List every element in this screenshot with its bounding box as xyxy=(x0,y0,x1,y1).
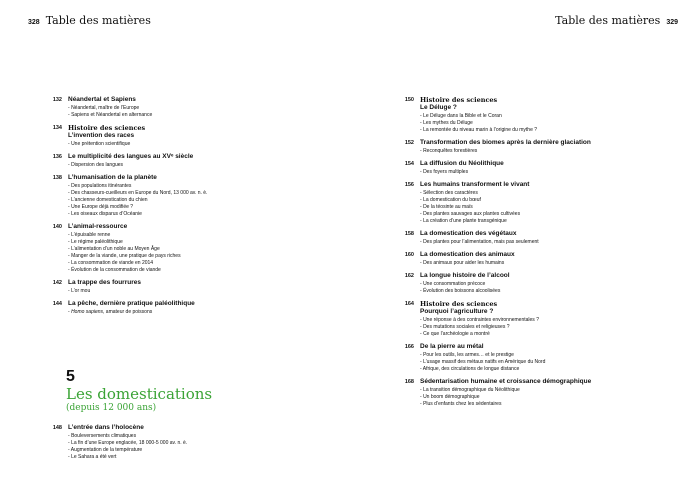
toc-subitem: - Ce que l’archéologie a montré xyxy=(420,331,680,338)
toc-entry xyxy=(390,378,680,408)
toc-page-number: 160 xyxy=(404,252,414,258)
toc-left-column-chapter xyxy=(38,424,308,466)
toc-subitem: - L’ancienne domestication du chien xyxy=(68,197,308,204)
toc-entry xyxy=(38,424,308,461)
toc-entry-title: La diffusion du Néolithique xyxy=(420,160,504,167)
toc-subitem: - Une prétention scientifique xyxy=(68,141,308,148)
toc-subitem: - L’épuisable renne xyxy=(68,232,308,239)
toc-entry-title: Les humains transforment le vivant xyxy=(420,181,530,188)
toc-page-number: 150 xyxy=(404,97,414,103)
toc-entry-title: Transformation des biomes après la dernière glaciation xyxy=(420,139,591,146)
toc-subitem: - Bouleversements climatiques xyxy=(68,433,308,440)
toc-subitem-text: , amateur de poissons xyxy=(103,309,153,315)
chapter-number: 5 xyxy=(66,368,75,385)
toc-page-number: 140 xyxy=(52,224,62,230)
toc-entry xyxy=(390,139,680,155)
toc-page-number: 168 xyxy=(404,379,414,385)
toc-subitem: - Une Europe déjà modifiée ? xyxy=(68,204,308,211)
toc-entry-title: Néandertal et Sapiens xyxy=(68,96,136,103)
toc-entry xyxy=(390,96,680,134)
toc-subitem: - Des mutations sociales et religieuses ? xyxy=(420,324,680,331)
toc-entry xyxy=(390,230,680,246)
toc-subitem: - La remontée du niveau marin à l’origine du mythe ? xyxy=(420,127,680,134)
toc-entry-subtitle: Le Déluge ? xyxy=(420,104,457,111)
toc-page-number: 136 xyxy=(52,154,62,160)
toc-subitem: - Évolution de la consommation de viande xyxy=(68,267,308,274)
toc-subitem: - Les mythes du Déluge xyxy=(420,120,680,127)
toc-entry-title: La longue histoire de l’alcool xyxy=(420,272,510,279)
toc-entry-title: Sédentarisation humaine et croissance démographique xyxy=(420,378,592,385)
running-title: Table des matières xyxy=(45,14,151,27)
toc-subitem: - Sélection des caractères xyxy=(420,190,680,197)
toc-left-column xyxy=(38,96,308,321)
toc-entry xyxy=(390,300,680,338)
toc-subitem: - Des populations itinérantes xyxy=(68,183,308,190)
toc-entry-title: Histoire des sciences xyxy=(420,300,498,308)
toc-page-number: 162 xyxy=(404,273,414,279)
toc-subitem: - Un boom démographique xyxy=(420,394,680,401)
toc-page-number: 144 xyxy=(52,301,62,307)
toc-entry-subtitle: Pourquoi l’agriculture ? xyxy=(420,308,494,315)
toc-page-number: 158 xyxy=(404,231,414,237)
toc-subitem: - Des foyers multiples xyxy=(420,169,680,176)
page-number: 328 xyxy=(28,19,40,26)
toc-entry-title: Le multiplicité des langues au XVᵉ siècle xyxy=(68,153,194,160)
toc-entry xyxy=(38,279,308,295)
toc-entry xyxy=(390,343,680,373)
toc-subitem: - Plus d’enfants chez les sédentaires xyxy=(420,401,680,408)
toc-entry xyxy=(38,124,308,148)
toc-subitem: - Sapiens et Néandertal en alternance xyxy=(68,112,308,119)
toc-entry-title: L’humanisation de la planète xyxy=(68,174,157,181)
toc-subitem: - Des plantes sauvages aux plantes cultivées xyxy=(420,211,680,218)
toc-subitem: - Néandertal, maître de l’Europe xyxy=(68,105,308,112)
toc-entry-subtitle: L’invention des races xyxy=(68,132,135,139)
chapter-heading xyxy=(66,368,212,414)
toc-page-number: 138 xyxy=(52,175,62,181)
running-title: Table des matières xyxy=(555,14,661,27)
toc-entry-title: La domestication des animaux xyxy=(420,251,515,258)
toc-subitem: - Reconquêtes forestières xyxy=(420,148,680,155)
toc-entry-title: De la pierre au métal xyxy=(420,343,484,350)
toc-subitem: - Des chasseurs-cueilleurs en Europe du Nord, 13 000 av. n. è. xyxy=(68,190,308,197)
toc-subitem: - Des animaux pour aider les humains xyxy=(420,260,680,267)
toc-page-number: 156 xyxy=(404,182,414,188)
toc-entry xyxy=(390,160,680,176)
toc-entry-title: L’animal-ressource xyxy=(68,223,128,230)
toc-subitem-italic: Homo sapiens xyxy=(71,309,104,315)
toc-page-number: 132 xyxy=(52,97,62,103)
toc-right-column xyxy=(390,96,680,413)
toc-subitem: - Évolution des boissons alcoolisées xyxy=(420,288,680,295)
toc-page-number: 134 xyxy=(52,125,62,131)
toc-entry-title: La trappe des fourrures xyxy=(68,279,141,286)
toc-subitem: - La fin d’une Europe englacée, 18 000-5 000 av. n. è. xyxy=(68,440,308,447)
toc-entry-title: Histoire des sciences xyxy=(68,124,146,132)
toc-subitem: - L’alimentation d’un noble au Moyen Âge xyxy=(68,246,308,253)
toc-subitem: - La transition démographique du Néolithique xyxy=(420,387,680,394)
toc-page-number: 142 xyxy=(52,280,62,286)
toc-subitem: - Le Sahara a été vert xyxy=(68,454,308,461)
toc-subitem: - La création d’une plante transgénique xyxy=(420,218,680,225)
toc-page-number: 154 xyxy=(404,161,414,167)
toc-subitem: - L’usage massif des métaux natifs en Amérique du Nord xyxy=(420,359,680,366)
toc-page-number: 152 xyxy=(404,140,414,146)
toc-subitem: - Le régime paléolithique xyxy=(68,239,308,246)
toc-entry xyxy=(390,181,680,225)
toc-subitem: - Manger de la viande, une pratique de pays riches xyxy=(68,253,308,260)
toc-subitem: - Une consommation précoce xyxy=(420,281,680,288)
toc-entry-title: Histoire des sciences xyxy=(420,96,498,104)
toc-subitem: - Pour les outils, les armes… et le prestige xyxy=(420,352,680,359)
toc-subitem: - Les oiseaux disparus d’Océanie xyxy=(68,211,308,218)
toc-subitem: - Une réponse à des contraintes environnementales ? xyxy=(420,317,680,324)
header-right xyxy=(555,14,678,27)
toc-entry xyxy=(38,223,308,274)
toc-subitem: - Dispersion des langues xyxy=(68,162,308,169)
toc-subitem: - Augmentation de la température xyxy=(68,447,308,454)
toc-entry xyxy=(390,251,680,267)
toc-subitem: - De la téosinte au maïs xyxy=(420,204,680,211)
toc-entry xyxy=(390,272,680,295)
chapter-title: Les domestications xyxy=(66,385,213,403)
header-left xyxy=(28,14,151,27)
toc-subitem: - Le Déluge dans la Bible et le Coran xyxy=(420,113,680,120)
toc-entry xyxy=(38,300,308,316)
toc-entry-title: La domestication des végétaux xyxy=(420,230,517,237)
toc-entry xyxy=(38,96,308,119)
toc-subitem: - La consommation de viande en 2014 xyxy=(68,260,308,267)
toc-entry xyxy=(38,174,308,218)
page-number: 329 xyxy=(666,19,678,26)
toc-page-number: 148 xyxy=(52,425,62,431)
toc-subitem: - L’or mou xyxy=(68,288,308,295)
toc-subitem: - Afrique, des circulations de longue distance xyxy=(420,366,680,373)
toc-entry-title: La pêche, dernière pratique paléolithique xyxy=(68,300,195,307)
toc-entry-title: L’entrée dans l’holocène xyxy=(68,424,144,431)
toc-subitem: - Des plantes pour l’alimentation, mais pas seulement xyxy=(420,239,680,246)
toc-subitem xyxy=(68,309,308,316)
toc-entry xyxy=(38,153,308,169)
toc-subitem: - La domestication du bœuf xyxy=(420,197,680,204)
toc-page-number: 164 xyxy=(404,301,414,307)
toc-page-number: 166 xyxy=(404,344,414,350)
chapter-subtitle: (depuis 12 000 ans) xyxy=(66,403,157,413)
